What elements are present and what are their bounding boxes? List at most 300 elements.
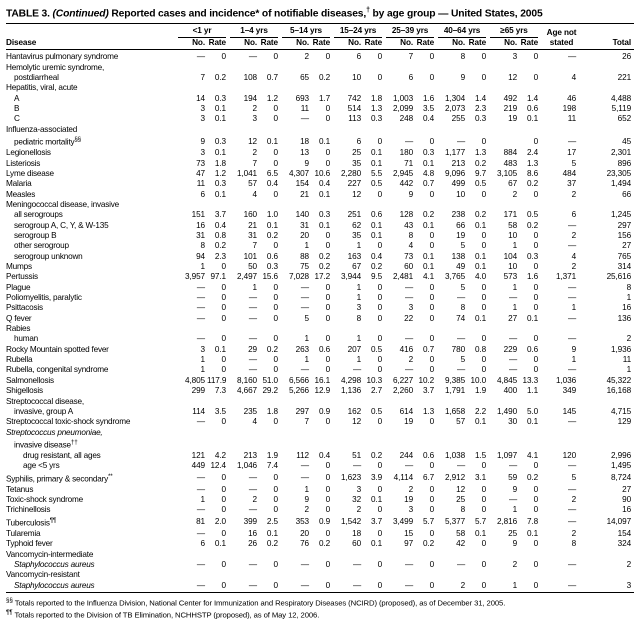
cell-no: 74 bbox=[456, 313, 466, 323]
table-row bbox=[6, 581, 634, 593]
table-row bbox=[6, 272, 634, 282]
cell-rate: 0 bbox=[533, 495, 539, 505]
table-row bbox=[6, 190, 634, 200]
cell-age-not-stated: 8 bbox=[571, 539, 577, 549]
cell-rate: 0 bbox=[533, 52, 539, 62]
table-row bbox=[6, 104, 634, 114]
cell-no: 20 bbox=[300, 528, 310, 538]
cell-no: — bbox=[300, 303, 310, 313]
cell-no: 442 bbox=[399, 179, 414, 189]
cell-no: 9,096 bbox=[445, 168, 466, 178]
cell-total: 1,495 bbox=[611, 461, 632, 471]
cell-no: — bbox=[456, 136, 466, 146]
cell-rate: 0.2 bbox=[318, 73, 331, 83]
cell-age-not-stated: 5 bbox=[571, 473, 577, 482]
cell-no: 255 bbox=[451, 114, 466, 124]
cell-no: 1 bbox=[512, 241, 518, 251]
cell-rate: 1.4 bbox=[474, 93, 487, 103]
cell-rate: 4.1 bbox=[422, 272, 435, 282]
cell-rate: 1.3 bbox=[370, 104, 383, 114]
cell-no: 238 bbox=[451, 210, 466, 220]
table-row bbox=[6, 200, 634, 210]
cell-rate: 0 bbox=[377, 282, 383, 292]
cell-no: 5 bbox=[460, 355, 466, 365]
cell-rate: 6.7 bbox=[422, 473, 435, 482]
cell-total: 1,245 bbox=[611, 210, 632, 220]
cell-rate: 0 bbox=[429, 241, 435, 251]
cell-no: 2,099 bbox=[393, 104, 414, 114]
cell-no: — bbox=[248, 52, 258, 62]
cell-no: 51 bbox=[352, 450, 362, 460]
cell-no: 2 bbox=[252, 495, 258, 505]
cell-rate: 5.7 bbox=[474, 517, 487, 527]
cell-no: 128 bbox=[399, 210, 414, 220]
cell-no: 9 bbox=[512, 484, 518, 494]
cell-rate: 0 bbox=[325, 365, 331, 375]
cell-rate: 0.5 bbox=[526, 210, 539, 220]
cell-rate: 2.0 bbox=[214, 517, 227, 527]
disease-label: Tularemia bbox=[6, 528, 41, 538]
cell-no: 73 bbox=[196, 158, 205, 168]
cell-no: 16 bbox=[248, 528, 258, 538]
cell-rate: 1.8 bbox=[266, 406, 279, 416]
cell-age-not-stated: — bbox=[567, 282, 577, 292]
cell-no: 57 bbox=[456, 417, 466, 427]
cell-rate: 0.1 bbox=[526, 417, 539, 427]
cell-total: 2,301 bbox=[611, 148, 632, 158]
cell-rate: 1.6 bbox=[526, 272, 539, 282]
cell-no: 1 bbox=[488, 581, 519, 593]
cell-rate: 0 bbox=[429, 461, 435, 471]
cell-rate: 0 bbox=[377, 334, 383, 344]
cell-rate: 0.7 bbox=[422, 344, 435, 354]
cell-rate: 0 bbox=[273, 158, 279, 168]
cell-rate: 7.4 bbox=[266, 461, 279, 471]
cell-no: 1 bbox=[200, 495, 205, 505]
cell-no: — bbox=[508, 365, 518, 375]
cell-no: 1,097 bbox=[497, 450, 518, 460]
cell-no: 1,623 bbox=[341, 473, 362, 482]
cell-no: 10 bbox=[508, 262, 518, 272]
cell-rate: 0 bbox=[481, 461, 487, 471]
cell-no: 742 bbox=[347, 93, 362, 103]
cell-rate: 51.0 bbox=[262, 375, 279, 385]
cell-no: 1,038 bbox=[445, 450, 466, 460]
cell-rate: 0 bbox=[221, 293, 227, 303]
cell-age-not-stated: 46 bbox=[567, 93, 577, 103]
cell-no: 3,765 bbox=[445, 272, 466, 282]
cell-rate: 13.3 bbox=[522, 375, 539, 385]
col-header-rate: Rate bbox=[467, 38, 488, 50]
cell-no: 1,542 bbox=[341, 517, 362, 527]
cell-no: 19 bbox=[404, 417, 414, 427]
cell-rate: 0 bbox=[533, 282, 539, 292]
cell-rate: 0.1 bbox=[474, 417, 487, 427]
cell-total: 5,119 bbox=[611, 104, 632, 114]
cell-no: — bbox=[280, 581, 311, 593]
cell-no: 62 bbox=[352, 220, 362, 230]
cell-rate: 0 bbox=[467, 581, 488, 593]
disease-label: Mumps bbox=[6, 262, 32, 272]
cell-rate: 97.1 bbox=[210, 272, 227, 282]
cell-no: 449 bbox=[191, 461, 205, 471]
cell-no: — bbox=[300, 365, 310, 375]
table-row bbox=[6, 550, 634, 560]
table-body bbox=[6, 50, 634, 592]
cell-rate: 0.1 bbox=[266, 136, 279, 146]
disease-label: invasive disease†† bbox=[14, 438, 78, 450]
table-row bbox=[6, 397, 634, 407]
cell-rate: 0.2 bbox=[370, 262, 383, 272]
disease-label: human bbox=[14, 334, 39, 344]
cell-no: 2,073 bbox=[445, 104, 466, 114]
cell-no: 49 bbox=[456, 262, 466, 272]
cell-no: — bbox=[404, 559, 414, 569]
cell-no: 76 bbox=[300, 539, 310, 549]
cell-age-not-stated: 145 bbox=[562, 406, 577, 416]
cell-rate: 0 bbox=[325, 313, 331, 323]
cell-rate: 0 bbox=[429, 313, 435, 323]
cell-rate: 0 bbox=[533, 484, 539, 494]
cell-rate: 0.1 bbox=[318, 136, 331, 146]
cell-rate: 0 bbox=[221, 355, 227, 365]
cell-rate: 0.9 bbox=[318, 406, 331, 416]
cell-no: 3 bbox=[200, 344, 205, 354]
cell-rate: 0 bbox=[221, 495, 227, 505]
cell-total: 129 bbox=[617, 417, 632, 427]
cell-no: 1,304 bbox=[445, 93, 466, 103]
header-row-groups bbox=[6, 24, 634, 38]
cell-rate: 0.1 bbox=[370, 539, 383, 549]
cell-rate: 2.5 bbox=[266, 517, 279, 527]
disease-label: Hantavirus pulmonary syndrome bbox=[6, 52, 119, 62]
cell-rate: 9.7 bbox=[474, 168, 487, 178]
cell-rate: 0.1 bbox=[474, 528, 487, 538]
cell-rate: 0.4 bbox=[422, 114, 435, 124]
cell-rate: 0 bbox=[533, 355, 539, 365]
cell-rate: 1.0 bbox=[266, 210, 279, 220]
table-row bbox=[6, 324, 634, 334]
cell-no: 2,280 bbox=[341, 168, 362, 178]
cell-no: 31 bbox=[300, 220, 310, 230]
disease-label: Psittacosis bbox=[6, 303, 43, 313]
cell-rate: 0.3 bbox=[318, 210, 331, 220]
cell-rate: 12.9 bbox=[314, 386, 331, 396]
cell-no: 8 bbox=[460, 52, 466, 62]
table-row bbox=[6, 252, 634, 262]
cell-rate: 0 bbox=[325, 355, 331, 365]
cell-rate: 0 bbox=[325, 473, 331, 482]
cell-no: — bbox=[196, 313, 205, 323]
disease-label: drug resistant, all ages bbox=[23, 450, 101, 460]
cell-total: 66 bbox=[622, 189, 632, 199]
cell-rate: 0 bbox=[429, 282, 435, 292]
cell-age-not-stated: 484 bbox=[562, 168, 577, 178]
cell-rate: 0 bbox=[377, 559, 383, 569]
cell-no: 3 bbox=[200, 114, 205, 124]
footnote bbox=[6, 608, 634, 620]
cell-rate: 0 bbox=[273, 282, 279, 292]
cell-no: 18 bbox=[300, 136, 310, 146]
table-row bbox=[6, 355, 634, 365]
table-row bbox=[6, 303, 634, 313]
table-row bbox=[6, 293, 634, 303]
cell-rate: 0.1 bbox=[214, 344, 227, 354]
cell-total: 2 bbox=[626, 559, 632, 569]
cell-rate: 0.1 bbox=[370, 158, 383, 168]
table-row bbox=[6, 73, 634, 83]
disease-label: Staphylococcus aureus bbox=[6, 581, 176, 593]
cell-rate: 0 bbox=[533, 334, 539, 344]
cell-age-not-stated: 5 bbox=[571, 158, 577, 168]
cell-no: 3,957 bbox=[185, 272, 205, 282]
cell-age-not-stated: 9 bbox=[571, 344, 577, 354]
cell-no: 21 bbox=[300, 189, 310, 199]
cell-rate: 0 bbox=[377, 293, 383, 303]
cell-no: — bbox=[456, 293, 466, 303]
cell-no: 112 bbox=[296, 450, 310, 460]
cell-no: 4,805 bbox=[185, 375, 205, 385]
disease-label: Plague bbox=[6, 282, 31, 292]
cell-age-not-stated: 120 bbox=[562, 450, 577, 460]
col-header-age-group-ge65 bbox=[488, 24, 540, 38]
cell-no: 213 bbox=[243, 450, 258, 460]
cell-rate: 2.3 bbox=[214, 251, 227, 261]
table-row bbox=[6, 94, 634, 104]
cell-rate: 3.5 bbox=[422, 104, 435, 114]
cell-rate: 0 bbox=[221, 484, 227, 494]
cell-no: 1,490 bbox=[497, 406, 518, 416]
cell-no: 9 bbox=[460, 73, 466, 83]
cell-rate: 1.8 bbox=[214, 158, 227, 168]
cell-no: — bbox=[332, 581, 363, 593]
disease-label: Streptococcal disease, bbox=[6, 396, 84, 406]
disease-label: Rubella, congenital syndrome bbox=[6, 365, 109, 375]
cell-no: 235 bbox=[243, 406, 258, 416]
cell-rate: 0 bbox=[325, 282, 331, 292]
cell-rate: 0.8 bbox=[474, 344, 487, 354]
cell-no: 6 bbox=[200, 189, 205, 199]
cell-no: — bbox=[248, 293, 258, 303]
cell-rate: 1.3 bbox=[526, 158, 539, 168]
cell-no: 67 bbox=[352, 262, 362, 272]
footnote-text: Totals reported to the Division of TB Elimination, NCHHSTP (proposed), as of May 12, 2006. bbox=[14, 610, 320, 620]
col-header-age-group-1-4 bbox=[228, 24, 280, 38]
disease-label: Rocky Mountain spotted fever bbox=[6, 344, 109, 354]
disease-label: Salmonellosis bbox=[6, 375, 54, 385]
cell-rate: 0 bbox=[429, 484, 435, 494]
cell-no: — bbox=[300, 473, 310, 482]
cell-rate: 0.1 bbox=[370, 220, 383, 230]
cell-rate: 0 bbox=[415, 581, 436, 593]
disease-label: Toxic-shock syndrome bbox=[6, 495, 83, 505]
cell-total: 1,494 bbox=[611, 179, 632, 189]
cell-no: 154 bbox=[295, 179, 310, 189]
cell-no: 1 bbox=[512, 303, 518, 313]
cell-rate: 0 bbox=[481, 231, 487, 240]
cell-total: 1,936 bbox=[611, 344, 632, 354]
cell-rate: 0 bbox=[273, 417, 279, 427]
cell-no: 492 bbox=[503, 93, 518, 103]
cell-no: 4,845 bbox=[497, 375, 518, 385]
cell-rate: 0.1 bbox=[422, 158, 435, 168]
col-header-total-spacer bbox=[583, 24, 634, 38]
table-row bbox=[6, 241, 634, 251]
cell-rate: 0.3 bbox=[526, 251, 539, 261]
cell-rate: 0.1 bbox=[370, 231, 383, 240]
table-row bbox=[6, 334, 634, 344]
table-row bbox=[6, 495, 634, 505]
cell-no: 9 bbox=[304, 495, 310, 505]
footnote-mark: ¶¶ bbox=[6, 609, 13, 617]
cell-no: — bbox=[196, 484, 205, 494]
cell-no bbox=[488, 135, 519, 148]
cell-rate: 10.2 bbox=[418, 375, 435, 385]
cell-no: 12 bbox=[352, 189, 362, 199]
cell-rate: 0.5 bbox=[370, 344, 383, 354]
disease-label: invasive, group A bbox=[14, 406, 73, 416]
cell-rate: 0 bbox=[481, 303, 487, 313]
col-header-rate: Rate bbox=[207, 38, 228, 50]
cell-rate: 0 bbox=[273, 495, 279, 505]
cell-no: — bbox=[404, 334, 414, 344]
cell-rate: 7.8 bbox=[526, 517, 539, 527]
cell-no: 4,298 bbox=[341, 375, 362, 385]
cell-total: 25,616 bbox=[606, 272, 632, 282]
cell-no: 1,046 bbox=[237, 461, 258, 471]
cell-rate: 0 bbox=[377, 313, 383, 323]
title-continued: (Continued) bbox=[52, 8, 109, 20]
cell-rate: 1.8 bbox=[370, 93, 383, 103]
disease-label: age <5 yrs bbox=[23, 461, 60, 471]
cell-no: 399 bbox=[243, 517, 258, 527]
cell-no: 19 bbox=[404, 495, 414, 505]
table-row bbox=[6, 148, 634, 158]
cell-no: 171 bbox=[503, 210, 518, 220]
cell-age-not-stated: 11 bbox=[567, 114, 577, 124]
cell-rate: 1.3 bbox=[422, 406, 435, 416]
cell-rate: 0 bbox=[221, 417, 227, 427]
cell-no: 1,177 bbox=[445, 148, 466, 158]
table-row bbox=[6, 231, 634, 241]
disease-label: Hemolytic uremic syndrome, bbox=[6, 62, 105, 72]
footnote-ref-asterisk: * bbox=[255, 8, 260, 20]
cell-age-not-stated: 2 bbox=[571, 231, 577, 240]
cell-no: 50 bbox=[248, 262, 258, 272]
cell-no: 42 bbox=[456, 539, 466, 549]
cell-no: 2 bbox=[436, 581, 467, 593]
cell-rate: 0 bbox=[481, 136, 487, 146]
cell-rate: 0 bbox=[519, 581, 540, 593]
table-row bbox=[6, 83, 634, 93]
cell-rate: 0 bbox=[533, 73, 539, 83]
cell-total: 8 bbox=[626, 282, 632, 292]
col-header-no: No. bbox=[332, 38, 363, 50]
disease-label: Hepatitis, viral, acute bbox=[6, 83, 78, 93]
cell-no: 35 bbox=[352, 231, 362, 240]
cell-rate: 0 bbox=[221, 505, 227, 515]
cell-rate: 5.0 bbox=[526, 406, 539, 416]
cell-age-not-stated: 4 bbox=[571, 251, 577, 261]
cell-no: — bbox=[196, 559, 205, 569]
cell-rate: 0 bbox=[481, 334, 487, 344]
cell-no: 1 bbox=[356, 241, 362, 251]
cell-rate: 0 bbox=[221, 52, 227, 62]
cell-no: 21 bbox=[248, 220, 258, 230]
cell-rate: 0 bbox=[273, 365, 279, 375]
table-row bbox=[6, 570, 634, 580]
cell-rate: 0 bbox=[429, 495, 435, 505]
cell-no: 67 bbox=[508, 179, 518, 189]
cell-rate: 4.8 bbox=[422, 168, 435, 178]
cell-no: 180 bbox=[399, 148, 414, 158]
cell-no: 1 bbox=[304, 241, 310, 251]
cell-rate: 0 bbox=[429, 231, 435, 240]
table-row bbox=[6, 461, 634, 471]
cell-rate: 16.1 bbox=[314, 375, 331, 385]
cell-no: — bbox=[196, 334, 205, 344]
cell-no: 7 bbox=[252, 241, 258, 251]
cell-no: 3,944 bbox=[341, 272, 362, 282]
cell-rate: 0 bbox=[325, 559, 331, 569]
table-row bbox=[6, 539, 634, 549]
cell-rate: 0 bbox=[481, 484, 487, 494]
cell-no: 12 bbox=[248, 136, 258, 146]
col-header-rate: Rate bbox=[519, 38, 540, 50]
cell-no: 353 bbox=[295, 517, 310, 527]
col-header-rate: Rate bbox=[311, 38, 332, 50]
disease-label: Q fever bbox=[6, 313, 32, 323]
cell-rate: 0 bbox=[377, 73, 383, 83]
cell-rate: 0.2 bbox=[214, 241, 227, 251]
cell-rate: 0.2 bbox=[214, 73, 227, 83]
cell-no: — bbox=[404, 293, 414, 303]
cell-no: 3 bbox=[512, 52, 518, 62]
cell-no: 27 bbox=[508, 313, 518, 323]
cell-no: 1 bbox=[200, 365, 205, 375]
cell-no: — bbox=[404, 461, 414, 471]
cell-no: 71 bbox=[404, 158, 414, 168]
cell-rate: 0.6 bbox=[318, 344, 331, 354]
cell-rate: 0.1 bbox=[214, 114, 227, 124]
cell-no: 297 bbox=[295, 406, 310, 416]
cell-rate: 3.7 bbox=[422, 386, 435, 396]
cell-no: — bbox=[508, 495, 518, 505]
cell-total: 27 bbox=[622, 484, 632, 494]
cell-rate: 3.7 bbox=[214, 210, 227, 220]
col-header-age-not-stated-line2: stated bbox=[540, 38, 583, 50]
disease-label: Rubella bbox=[6, 355, 33, 365]
disease-label: Tuberculosis¶¶ bbox=[6, 516, 57, 528]
cell-rate: 1.5 bbox=[474, 450, 487, 460]
cell-no: 2 bbox=[408, 484, 414, 494]
cell-age-not-stated: — bbox=[567, 484, 577, 494]
cell-no: 3,105 bbox=[497, 168, 518, 178]
disease-label: serogroup B bbox=[14, 231, 57, 240]
cell-rate: 0.1 bbox=[266, 220, 279, 230]
disease-label: Meningococcal disease, invasive bbox=[6, 199, 120, 209]
cell-no: 8 bbox=[200, 241, 205, 251]
cell-no: 499 bbox=[451, 179, 466, 189]
cell-no: — bbox=[508, 355, 518, 365]
cell-no: 244 bbox=[399, 450, 414, 460]
cell-rate: 0.4 bbox=[266, 179, 279, 189]
cell-rate: 0 bbox=[429, 334, 435, 344]
table-header bbox=[6, 24, 634, 50]
table-row bbox=[6, 345, 634, 355]
table-row bbox=[6, 159, 634, 169]
cell-rate: 0.1 bbox=[370, 148, 383, 158]
